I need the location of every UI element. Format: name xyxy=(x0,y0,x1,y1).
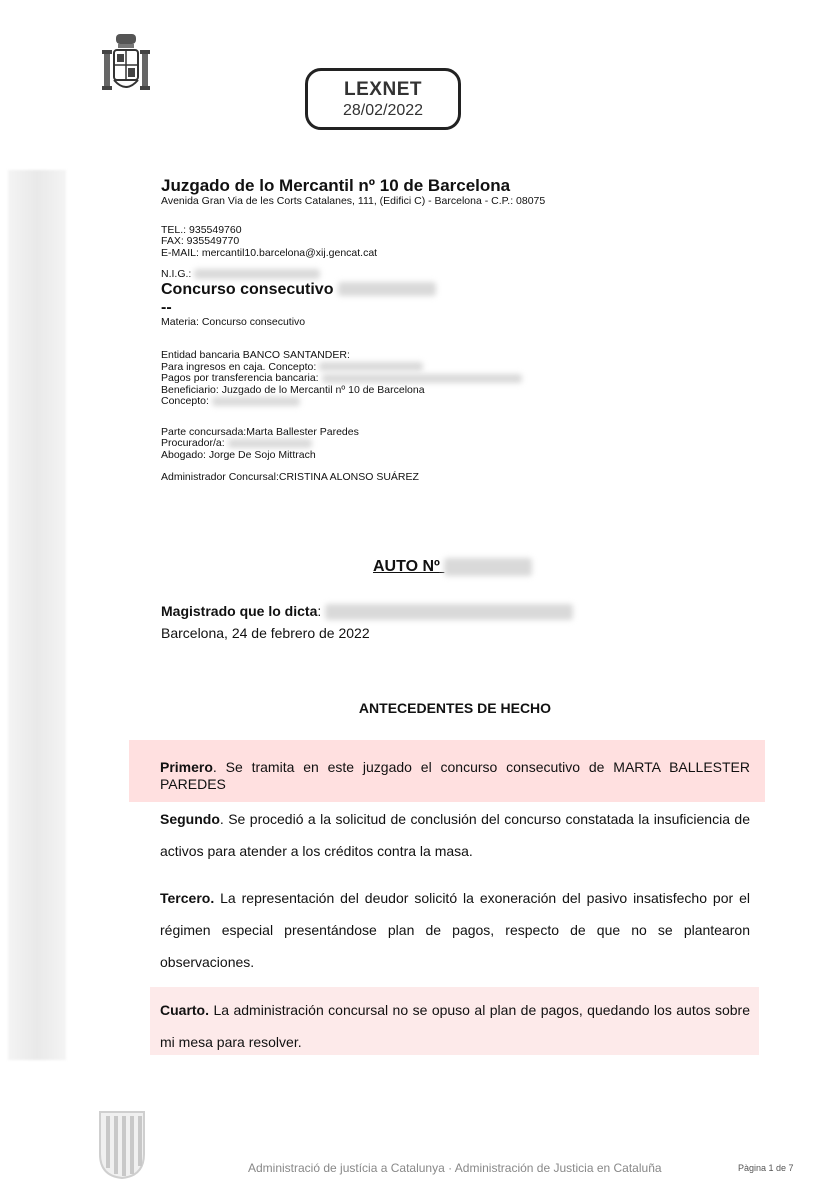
footer-text: Administració de justícia a Catalunya · Administración de Justicia en Cataluña xyxy=(248,1161,662,1175)
catalonia-emblem-icon xyxy=(98,1110,146,1180)
bank-entity: Entidad bancaria BANCO SANTANDER: xyxy=(161,349,350,361)
stamp-name: LEXNET xyxy=(344,79,422,100)
party-procurador-row xyxy=(161,438,721,450)
cuarto-label: Cuarto. xyxy=(160,1002,209,1018)
bank-ingresos-label: Para ingresos en caja. Concepto: xyxy=(161,360,317,373)
segundo-text: . Se procedió a la solicitud de conclusión del concurso constatada la insuficiencia de activos para atender a los créditos contra la masa. xyxy=(160,811,750,859)
court-name: Juzgado de lo Mercantil nº 10 de Barcelona xyxy=(161,176,511,195)
paragraph-cuarto xyxy=(160,994,750,1058)
tercero-text: La representación del deudor solicitó la exoneración del pasivo insatisfecho por el régimen especial presentándose plan de pagos, respecto de que no se plantearon observaciones. xyxy=(160,890,750,970)
party-procurador-label: Procurador/a: xyxy=(161,437,225,449)
tercero-label: Tercero. xyxy=(160,890,215,906)
court-address: Avenida Gran Via de les Corts Catalanes, 111, (Edifici C) - Barcelona - C.P.: 08075 xyxy=(161,195,546,207)
primero-label: Primero xyxy=(160,759,213,775)
blurred-side-margin-text xyxy=(8,170,66,1060)
bank-pagos-label: Pagos por transferencia bancaria: xyxy=(161,372,319,384)
redacted-nig xyxy=(194,269,320,279)
court-tel: TEL.: 935549760 xyxy=(161,223,242,236)
redacted-pagos xyxy=(322,374,522,383)
auto-title xyxy=(373,558,532,576)
redacted-auto-number xyxy=(444,558,532,576)
place-date: Barcelona, 24 de febrero de 2022 xyxy=(161,625,370,641)
party-abogado: Abogado: Jorge De Sojo Mittrach xyxy=(161,448,316,461)
court-email: E-MAIL: mercantil10.barcelona@xij.gencat.cat xyxy=(161,246,378,259)
auto-title-label: AUTO Nº xyxy=(373,558,440,576)
paragraph-tercero xyxy=(160,882,750,978)
stamp-date: 28/02/2022 xyxy=(342,102,424,119)
magistrado-colon: : xyxy=(317,603,322,619)
paragraph-segundo xyxy=(160,803,750,867)
paragraph-primero xyxy=(160,759,750,793)
redacted-case-number xyxy=(338,282,436,296)
magistrado-label: Magistrado que lo dicta xyxy=(161,603,318,619)
antecedentes-heading: ANTECEDENTES DE HECHO xyxy=(358,700,552,716)
segundo-label: Segundo xyxy=(160,811,220,827)
magistrado-block xyxy=(161,600,573,644)
bank-pagos-row xyxy=(161,373,721,385)
redacted-concepto xyxy=(212,397,300,406)
bank-concepto-label: Concepto: xyxy=(161,395,209,407)
nig-label: N.I.G.: xyxy=(161,268,192,280)
party-concursada: Parte concursada:Marta Ballester Paredes xyxy=(161,425,359,438)
party-administrador: Administrador Concursal:CRISTINA ALONSO SUÁREZ xyxy=(161,471,419,483)
lexnet-stamp xyxy=(305,68,461,130)
nig-row xyxy=(161,269,721,281)
magistrado-row xyxy=(161,600,573,622)
document-header xyxy=(161,176,721,484)
bank-concepto-row xyxy=(161,396,721,408)
bank-beneficiario: Beneficiario: Juzgado de lo Mercantil nº 10 de Barcelona xyxy=(161,383,425,396)
case-type-label: Concurso consecutivo xyxy=(161,280,334,298)
primero-text: . Se tramita en este juzgado el concurso consecutivo de MARTA BALLESTER PAREDES xyxy=(160,759,750,792)
redacted-magistrado xyxy=(325,604,573,620)
redacted-procurador xyxy=(228,439,312,448)
case-type-row xyxy=(161,281,721,299)
case-materia: Materia: Concurso consecutivo xyxy=(161,315,306,328)
page-number: Pàgina 1 de 7 xyxy=(738,1163,794,1173)
case-dashes: -- xyxy=(161,298,172,316)
spain-coat-of-arms-icon xyxy=(100,32,152,100)
court-fax: FAX: 935549770 xyxy=(161,235,240,247)
redacted-ingresos xyxy=(319,362,423,371)
cuarto-text: La administración concursal no se opuso al plan de pagos, quedando los autos sobre mi mesa para resolver. xyxy=(160,1002,750,1050)
